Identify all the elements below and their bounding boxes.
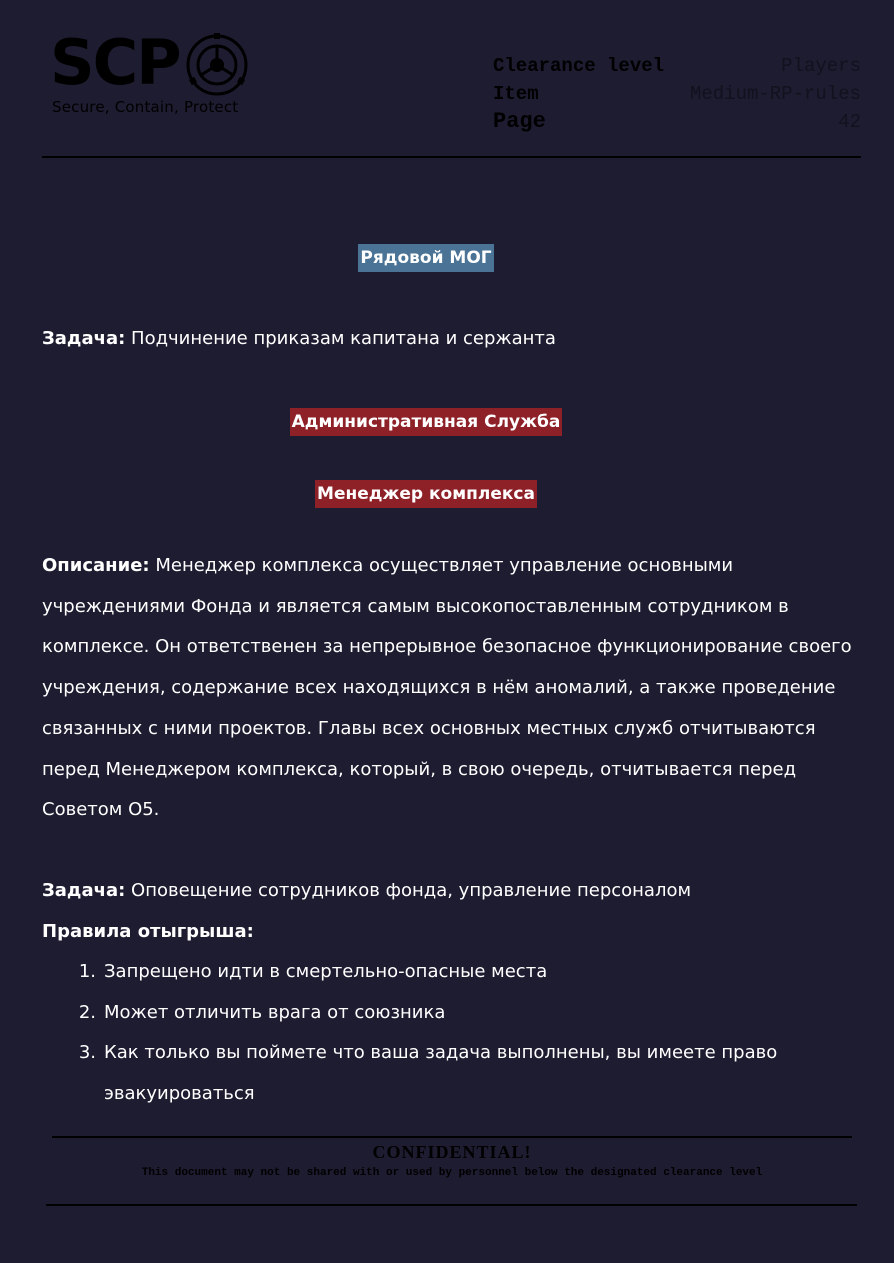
role-tag: Рядовой МОГ [358,244,493,272]
meta-value: Medium-RP-rules [689,83,861,105]
meta-label: Page [493,109,546,134]
role-tag: Менеджер комплекса [315,480,537,508]
site-manager-task [42,871,852,912]
scp-logo [50,26,255,120]
list-number: 3. [78,1042,96,1064]
meta-value: Players [781,55,861,77]
header-divider [42,156,861,158]
meta-value: 42 [838,111,861,133]
rules-label: Правила отыгрыша: [42,921,254,942]
section-title-mog-private [0,244,852,272]
task-text: Оповещение сотрудников фонда, управление персоналом [125,880,692,901]
site-manager-description [42,546,852,831]
document-meta [493,52,861,136]
description-text: Менеджер комплекса осуществляет управление основными учреждениями Фонда и является самым высокопоставленным сотрудником в комплексе. Он ответственен за непрерывное безопасное функционирование своего учреждения, содержание всех находящихся в нём аномалий, а также проведение связанных с ними проектов. Главы всех основных местных служб отчитываются перед Менеджером комплекса, который, в свою очередь, отчитывается перед Советом О5. [42,555,852,821]
logo-text: SCP [50,26,180,99]
footer-subtitle: This document may not be shared with or used by personnel below the designated clearance level [141,1167,763,1179]
rules-list [42,952,852,1115]
page-header [0,0,894,160]
list-text: Может отличить врага от союзника [104,1001,446,1023]
list-item [42,1033,852,1114]
section-title-site-manager [0,480,852,508]
meta-label: Clearance level [493,55,665,77]
confidential-footer [52,1138,852,1179]
description-label: Описание: [42,555,150,576]
list-item [42,993,852,1034]
meta-row-page [493,108,861,136]
list-text: Запрещено идти в смертельно-опасные места [104,961,548,982]
mog-task [42,319,852,360]
department-tag: Административная Служба [290,408,563,436]
list-text: Как только вы поймете что ваша задача выполнены, вы имеете право эвакуироваться [104,1042,778,1105]
list-item [42,952,852,993]
task-label: Задача: [42,328,126,349]
rules-heading [42,912,852,953]
task-text: Подчинение приказам капитана и сержанта [125,328,556,349]
meta-row-clearance [493,52,861,80]
list-number: 2. [78,1001,96,1023]
logo-tagline: Secure, Contain, Protect [52,98,239,116]
meta-label: Item [493,83,539,105]
list-number: 1. [78,961,96,982]
scp-emblem-icon [184,32,250,98]
task-label: Задача: [42,880,126,901]
footer-bottom-divider [46,1204,857,1206]
footer-title: CONFIDENTIAL! [372,1142,532,1162]
meta-row-item [493,80,861,108]
department-title [0,408,852,436]
